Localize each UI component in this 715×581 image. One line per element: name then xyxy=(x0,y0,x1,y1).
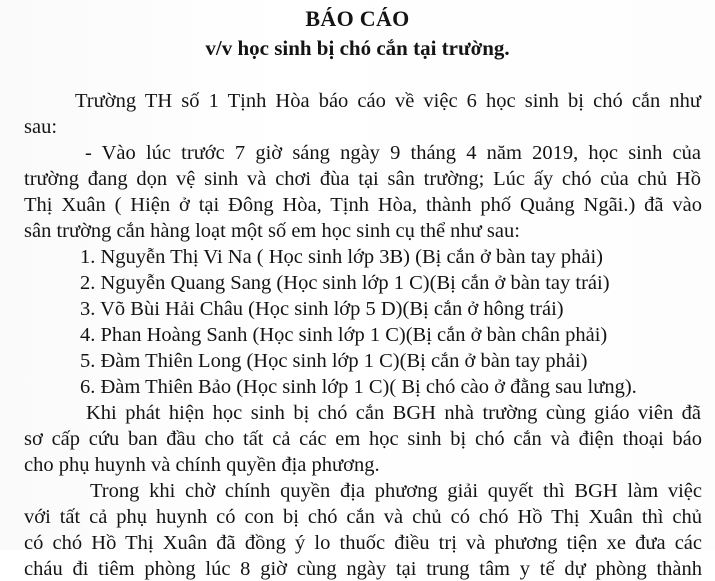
paragraph-line: với tất cả phụ huynh có con bị chó cắn và chủ có chó Hồ Thị Xuân thì chủ xyxy=(24,506,702,528)
paragraph-line: trường đang dọn vệ sinh và chơi đùa tại sân trường; Lúc ấy chó của chủ Hồ xyxy=(24,168,701,190)
paragraph-line: Trường TH số 1 Tịnh Hòa báo cáo về việc 6 học sinh bị chó cắn như xyxy=(75,90,701,112)
paragraph-line: sơ cấp cứu ban đầu cho tất cả các em học sinh bị chó cắn và điện thoại báo xyxy=(24,428,702,450)
paragraph-line: có chó Hồ Thị Xuân đã đồng ý lo thuốc điều trị và phương tiện xe đưa các xyxy=(24,532,702,554)
paragraph-line: - Vào lúc trước 7 giờ sáng ngày 9 tháng 4 năm 2019, học sinh của xyxy=(85,142,701,164)
paragraph-line: Trong khi chờ chính quyền địa phương giải quyết thì BGH làm việc xyxy=(90,480,702,502)
list-item: 3. Võ Bùi Hải Châu (Học sinh lớp 5 D)(Bị cắn ở hông trái) xyxy=(80,298,564,320)
list-item: 2. Nguyễn Quang Sang (Học sinh lớp 1 C)(Bị cắn ở bàn tay trái) xyxy=(80,272,610,294)
list-item: 4. Phan Hoàng Sanh (Học sinh lớp 1 C)(Bị cắn ở bàn chân phải) xyxy=(80,324,608,346)
list-item: 1. Nguyễn Thị Vi Na ( Học sinh lớp 3B) (Bị cắn ở bàn tay phải) xyxy=(80,246,603,268)
document-subtitle: v/v học sinh bị chó cắn tại trường. xyxy=(205,36,510,60)
paragraph-line: cho phụ huynh và chính quyền địa phương. xyxy=(24,454,380,476)
list-item: 5. Đàm Thiên Long (Học sinh lớp 1 C)(Bị cắn ở bàn tay phải) xyxy=(80,350,588,372)
paragraph-line: sau: xyxy=(24,116,58,138)
paragraph-line: Khi phát hiện học sinh bị chó cắn BGH nhà trường cùng giáo viên đã xyxy=(86,402,701,424)
document-title: BÁO CÁO xyxy=(305,6,410,31)
list-item: 6. Đàm Thiên Bảo (Học sinh lớp 1 C)( Bị chó cào ở đằng sau lưng). xyxy=(80,376,637,398)
paragraph-line: Thị Xuân ( Hiện ở tại Đông Hòa, Tịnh Hòa, thành phố Quảng Ngãi.) đã vào xyxy=(24,194,702,216)
paragraph-line: sân trường cắn hàng loạt một số em học sinh cụ thể như sau: xyxy=(24,220,520,242)
paragraph-line: cháu đi tiêm phòng lúc 8 giờ cùng ngày tại trung tâm y tế dự phòng thành xyxy=(24,558,702,580)
